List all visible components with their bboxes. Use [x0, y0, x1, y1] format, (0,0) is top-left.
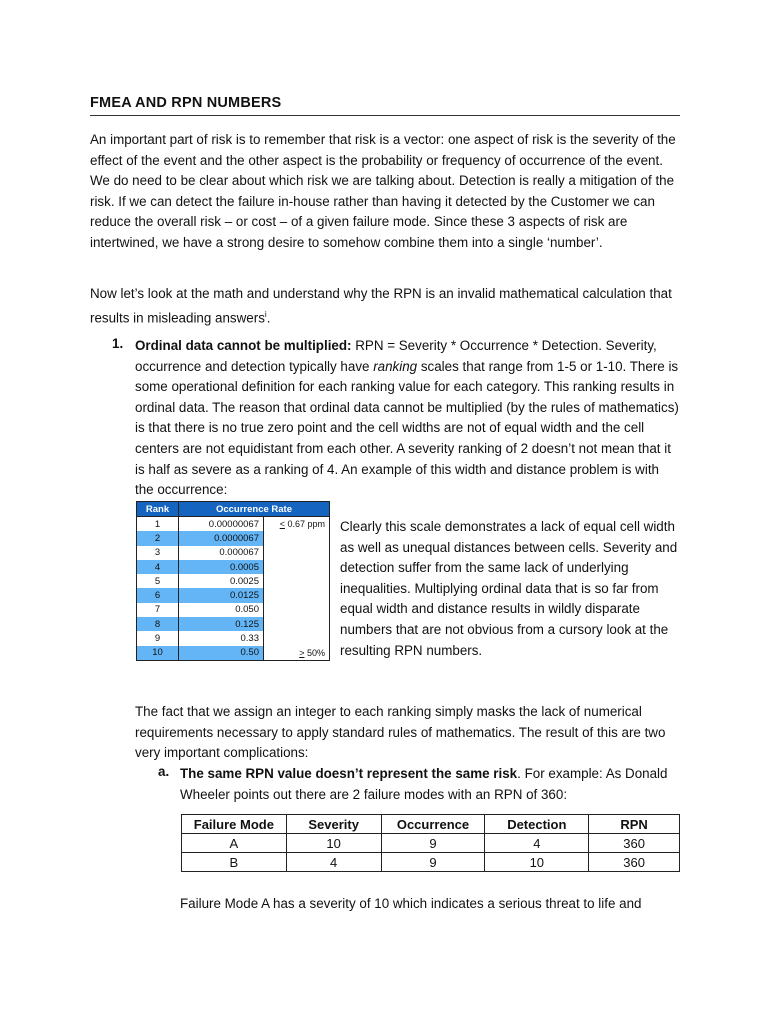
list-item-italic: ranking — [373, 358, 418, 374]
rank-cell: 6 — [137, 588, 179, 602]
rate-cell: 0.00000067 — [179, 517, 264, 532]
side-text: Clearly this scale demonstrates a lack of equal cell width as well as unequal distances between cells. Severity and detection suffer from the same lack of underlying inequalities. Multiplying ordinal data that is so far from equal width and distance results in wildly disparate numbers that are not obvious from a cursory look at the resulting RPN numbers. — [340, 519, 678, 658]
note-cell — [264, 531, 330, 545]
header-rank: Rank — [137, 502, 179, 517]
header-rpn: RPN — [589, 815, 680, 834]
paragraph-math: Now let’s look at the math and understand why the RPN is an invalid mathematical calculation that results in misleading answers$^i$. — [90, 286, 672, 326]
table-row — [182, 834, 680, 853]
note-cell — [264, 588, 330, 602]
rate-cell: 0.0005 — [179, 560, 264, 574]
rate-cell: 0.50 — [179, 646, 264, 661]
note-cell — [264, 603, 330, 617]
note-cell — [264, 617, 330, 631]
table-row — [137, 617, 330, 631]
failure-header-row — [182, 815, 680, 834]
rank-cell: 10 — [137, 646, 179, 661]
rate-cell: 0.125 — [179, 617, 264, 631]
cell-rpn: 360 — [589, 834, 680, 853]
note-symbol: < — [279, 519, 285, 530]
table-row — [137, 588, 330, 602]
occurrence-header-row — [137, 502, 330, 517]
cell-detection: 4 — [485, 834, 589, 853]
list-item-heading: Ordinal data cannot be multiplied: — [135, 338, 352, 353]
table-row — [137, 531, 330, 545]
list-item-a-heading: The same RPN value doesn’t represent the same risk — [180, 766, 518, 781]
rate-cell: 0.0000067 — [179, 531, 264, 545]
page-title: FMEA AND RPN NUMBERS — [90, 95, 680, 116]
list-item-same-rpn — [180, 764, 680, 805]
rate-cell: 0.33 — [179, 631, 264, 645]
footnote-marker: i — [264, 309, 267, 319]
rank-cell: 2 — [137, 531, 179, 545]
table-row — [137, 546, 330, 560]
rank-cell: 3 — [137, 546, 179, 560]
rank-cell: 8 — [137, 617, 179, 631]
cell-rpn: 360 — [589, 853, 680, 872]
note-cell — [264, 574, 330, 588]
cell-severity: 4 — [286, 853, 381, 872]
header-failure-mode: Failure Mode — [182, 815, 287, 834]
cell-severity: 10 — [286, 834, 381, 853]
rate-cell: 0.050 — [179, 603, 264, 617]
rank-cell: 1 — [137, 517, 179, 532]
rank-cell: 5 — [137, 574, 179, 588]
cell-occurrence: 9 — [381, 834, 485, 853]
note-cell — [264, 560, 330, 574]
table-row — [137, 574, 330, 588]
rate-cell: 0.000067 — [179, 546, 264, 560]
rank-cell: 9 — [137, 631, 179, 645]
note-cell: < 0.67 ppm — [264, 517, 330, 532]
header-occurrence: Occurrence — [381, 815, 485, 834]
note-cell — [264, 631, 330, 645]
paragraph-integer: The fact that we assign an integer to each ranking simply masks the lack of numerical requirements necessary to apply standard rules of mathematics. The result of this are two very important complications: — [135, 704, 666, 761]
table-row — [182, 853, 680, 872]
list-letter-a: a. — [158, 764, 170, 779]
table-row — [137, 517, 330, 532]
paragraph-intro: An important part of risk is to remember that risk is a vector: one aspect of risk is the severity of the effect of the event and the other aspect is the probability or frequency of occurrence of the event. We do need to be clear about which risk we are talking about. Detection is really a mitigation of the risk. If we can detect the failure in-house rather than having it detected by the Customer we can reduce the overall risk – or cost – of a given failure mode. Since these 3 aspects of risk are intertwined, we have a strong desire to somehow combine them into a single ‘number’. — [90, 132, 676, 250]
table-row — [137, 646, 330, 661]
occurrence-table — [136, 501, 330, 661]
rank-cell: 4 — [137, 560, 179, 574]
cell-detection: 10 — [485, 853, 589, 872]
list-item-text-b: scales that range from 1-5 or 1-10. There is some operational definition for each ranking value for each category. This ranking results in ordinal data. The reason that ordinal data cannot be multiplied (by the rules of mathematics) is that there is no true zero point and the cell widths are not of equal width and the cell centers are not equidistant from each other. A severity ranking of 2 doesn’t not mean that it is half as severe as a ranking of 4. An example of this width and distance problem is with the occurrence: — [135, 358, 679, 498]
paragraph-math-text: Now let’s look at the math and understand why the RPN is an invalid mathematical calculation that results in misleading answers — [90, 286, 672, 326]
paragraph-failure-a: Failure Mode A has a severity of 10 which indicates a serious threat to life and — [180, 896, 642, 911]
header-severity: Severity — [286, 815, 381, 834]
list-item-a-text: . For example: As Donald Wheeler points out there are 2 failure modes with an RPN of 360: — [180, 766, 668, 802]
note-cell: > 50% — [264, 646, 330, 661]
failure-mode-table — [181, 814, 680, 872]
list-number-1: 1. — [112, 336, 124, 351]
note-cell — [264, 546, 330, 560]
list-item-text-a: RPN = Severity * Occurrence * Detection. Severity, occurrence and detection typically have — [135, 338, 657, 374]
table-row — [137, 560, 330, 574]
list-item-ordinal — [135, 336, 680, 501]
header-occurrence-rate: Occurrence Rate — [179, 502, 330, 517]
table-row — [137, 603, 330, 617]
rate-cell: 0.0025 — [179, 574, 264, 588]
rank-cell: 7 — [137, 603, 179, 617]
cell-mode: B — [182, 853, 287, 872]
cell-occurrence: 9 — [381, 853, 485, 872]
cell-mode: A — [182, 834, 287, 853]
rate-cell: 0.0125 — [179, 588, 264, 602]
note-symbol: > — [299, 647, 305, 658]
table-row — [137, 631, 330, 645]
header-detection: Detection — [485, 815, 589, 834]
